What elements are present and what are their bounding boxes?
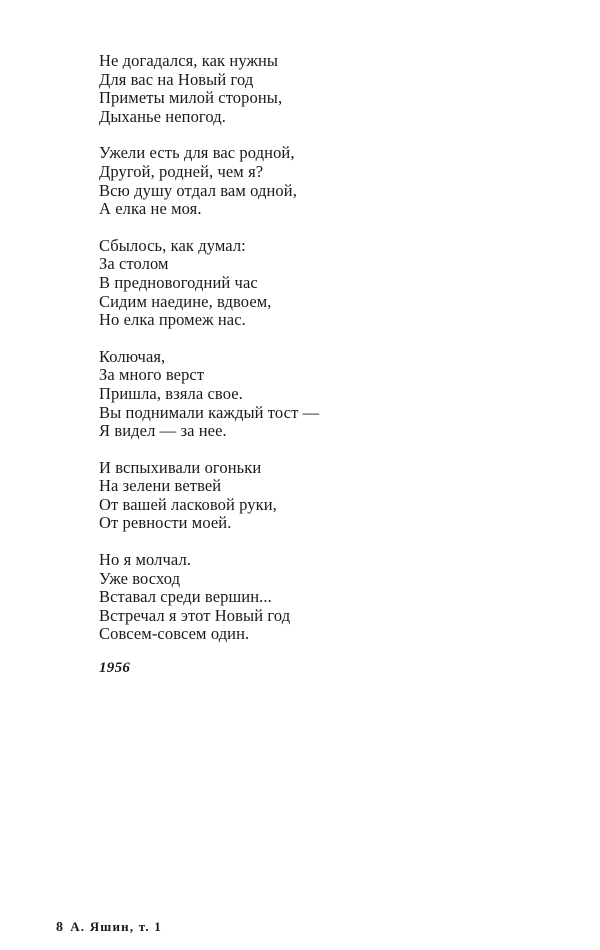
poem-line: Вставал среди вершин... (99, 587, 272, 607)
poem-line: А елка не моя. (99, 199, 202, 219)
stanza-4 (99, 348, 519, 441)
poem-line: Ужели есть для вас родной, (99, 143, 295, 163)
poem-line: Но я молчал. (99, 550, 192, 570)
stanza-1 (99, 52, 519, 126)
poem-line: В предновогодний час (99, 272, 258, 292)
poem-line: Приметы милой стороны, (99, 88, 283, 108)
poem-line: Пришла, взяла свое. (99, 383, 243, 403)
stanza-2 (99, 144, 519, 218)
poem-line: Другой, родней, чем я? (99, 161, 264, 181)
page-footer-signature (56, 919, 162, 936)
poem-line: Встречал я этот Новый год (99, 605, 291, 625)
poem-line: Колючая, (99, 346, 166, 366)
stanza-3 (99, 237, 519, 330)
poem (99, 52, 519, 662)
poem-line: Совсем-совсем один. (99, 624, 250, 644)
poem-line: Для вас на Новый год (99, 69, 254, 89)
poem-line: Всю душу отдал вам одной, (99, 180, 297, 200)
poem-line: От ревности моей. (99, 513, 232, 533)
poem-line: Я видел — за нее. (99, 421, 227, 441)
stanza-6 (99, 551, 519, 644)
stanza-5 (99, 459, 519, 533)
poem-line: Но елка промеж нас. (99, 310, 246, 330)
signature-text: А. Яшин, т. 1 (70, 919, 162, 934)
poem-line: Не догадался, как нужны (99, 51, 279, 70)
poem-year: 1956 (99, 660, 131, 676)
poem-line: Сбылось, как думал: (99, 235, 246, 255)
poem-line: Вы поднимали каждый тост — (99, 402, 320, 422)
poem-line: За столом (99, 254, 169, 274)
signature-number: 8 (56, 920, 65, 935)
poem-line: Дыханье непогод. (99, 106, 226, 126)
poem-line: На зелени ветвей (99, 476, 222, 496)
poem-line: За много верст (99, 365, 205, 385)
poem-line: Уже восход (99, 568, 181, 588)
poem-line: От вашей ласковой руки, (99, 494, 277, 514)
poem-line: И вспыхивали огоньки (99, 457, 262, 477)
poem-line: Сидим наедине, вдвоем, (99, 291, 272, 311)
